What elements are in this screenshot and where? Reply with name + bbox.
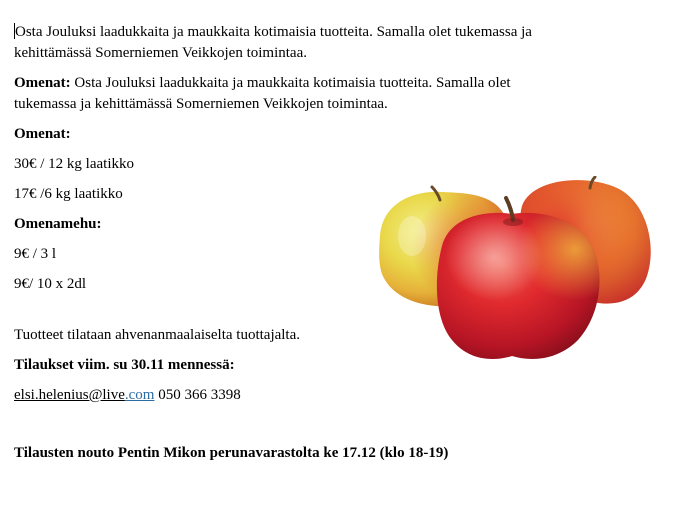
intro-paragraph: Osta Jouluksi laadukkaita ja maukkaita kotimaisia tuotteita. Samalla olet tukemassa ja kehittämässä Somerniemen Veikkojen toimintaa. [14, 24, 532, 61]
contact-line [14, 385, 574, 406]
email-local-part[interactable]: elsi.helenius@live [14, 387, 125, 403]
email-link[interactable] [14, 387, 154, 403]
juice-price-10x2dl: 9€/ 10 x 2dl [14, 276, 87, 292]
order-deadline: Tilaukset viim. su 30.11 mennessä: [14, 357, 235, 373]
juice-price-3l: 9€ / 3 l [14, 246, 57, 262]
apple-price-6kg: 17€ /6 kg laatikko [14, 186, 123, 202]
omenat-intro-paragraph [14, 73, 574, 115]
email-domain-part[interactable]: .com [124, 387, 155, 403]
omenat-label: Omenat: [14, 75, 71, 91]
phone-number: 050 366 3398 [158, 387, 241, 403]
spacer [14, 415, 574, 443]
apples-heading: Omenat: [14, 126, 71, 142]
omenat-intro-text: Osta Jouluksi laadukkaita ja maukkaita kotimaisia tuotteita. Samalla olet tukemassa ja kehittämässä Somerniemen Veikkojen toimintaa. [14, 75, 511, 112]
juice-heading: Omenamehu: [14, 216, 102, 232]
producer-note: Tuotteet tilataan ahvenanmaalaiselta tuottajalta. [14, 327, 301, 343]
apple-price-12kg: 30€ / 12 kg laatikko [14, 156, 134, 172]
pickup-info: Tilausten nouto Pentin Mikon perunavarastolta ke 17.12 (klo 18-19) [14, 445, 449, 461]
apples-image [372, 176, 662, 366]
